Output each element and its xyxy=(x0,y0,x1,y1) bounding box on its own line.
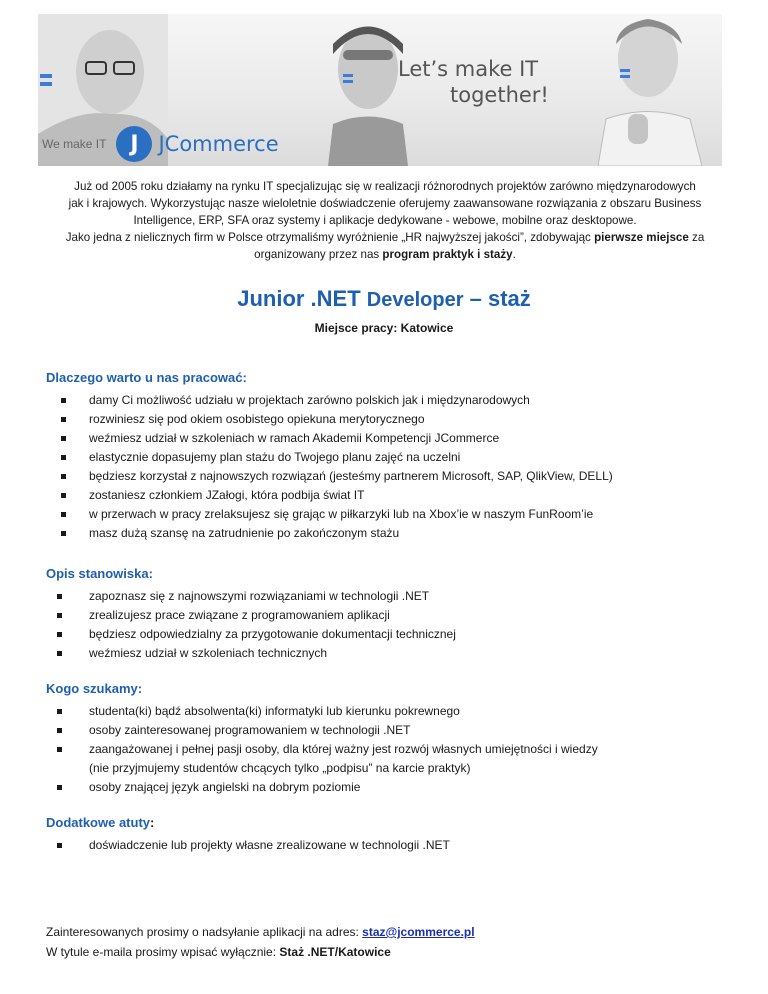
tagline-line2: together! xyxy=(450,83,549,107)
bullet-icon xyxy=(61,474,66,479)
list-item-continuation xyxy=(46,759,726,778)
job-title-part: Junior .NET xyxy=(237,286,367,311)
list-item xyxy=(46,429,726,448)
intro-highlight: pierwsze miejsce xyxy=(594,231,689,244)
list-item xyxy=(46,721,726,740)
bullet-icon xyxy=(57,785,62,790)
list-item-text: damy Ci możliwość udziału w projektach zarówno polskich jak i międzynarodowych xyxy=(89,393,530,407)
bullet-icon xyxy=(61,436,66,441)
job-title-part: Developer xyxy=(366,289,464,311)
bullet-icon xyxy=(57,594,62,599)
list-item-text: doświadczenie lub projekty własne zrealizowane w technologii .NET xyxy=(89,838,450,852)
footer-text: W tytule e-maila prosimy wpisać wyłącznie: xyxy=(46,945,280,959)
section-heading: Dlaczego warto u nas pracować: xyxy=(46,370,247,385)
extra-list xyxy=(46,836,726,855)
bullet-icon xyxy=(57,747,62,752)
bullet-icon xyxy=(61,512,66,517)
logo-slogan: We make IT xyxy=(42,137,107,151)
intro-line xyxy=(40,229,730,246)
work-location: Miejsce pracy: Katowice xyxy=(314,321,454,335)
bullet-icon xyxy=(61,417,66,422)
list-item-text: osoby zainteresowanej programowaniem w technologii .NET xyxy=(89,723,411,737)
intro-line: Intelligence, ERP, SFA oraz systemy i aplikacje dedykowane - webowe, mobilne oraz desktopowe. xyxy=(133,214,637,227)
list-item xyxy=(46,505,726,524)
bullet-icon xyxy=(61,493,66,498)
list-item xyxy=(46,467,726,486)
list-item-text: zapoznasz się z najnowszymi rozwiązaniami w technologii .NET xyxy=(89,589,430,603)
list-item xyxy=(46,486,726,505)
list-item xyxy=(46,448,726,467)
bullet-icon xyxy=(57,651,62,656)
bullet-icon xyxy=(61,455,66,460)
bullet-icon xyxy=(57,728,62,733)
list-item xyxy=(46,740,726,759)
job-title xyxy=(0,286,768,312)
company-logo xyxy=(38,122,279,166)
list-item-text: (nie przyjmujemy studentów chcących tylko „podpisu” na karcie praktyk) xyxy=(89,761,471,775)
list-item xyxy=(46,410,726,429)
bullet-icon xyxy=(57,709,62,714)
why-list xyxy=(46,391,726,543)
list-item xyxy=(46,836,726,855)
header-banner xyxy=(38,14,722,166)
list-item xyxy=(46,778,726,797)
extra-section xyxy=(46,815,726,855)
list-item xyxy=(46,625,726,644)
footer-line xyxy=(46,942,475,962)
list-item xyxy=(46,606,726,625)
list-item xyxy=(46,391,726,410)
list-item xyxy=(46,524,726,543)
intro-line xyxy=(40,246,730,263)
intro-text: Jako jedna z nielicznych firm w Polsce otrzymaliśmy wyróżnienie „HR najwyższej jakości”, zdobywając xyxy=(65,231,595,244)
list-item xyxy=(46,644,726,663)
list-item xyxy=(46,587,726,606)
list-item-text: zaangażowanej i pełnej pasji osoby, dla której ważny jest rozwój własnych umiejętności i wiedzy xyxy=(89,742,598,756)
list-item-text: zrealizujesz prace związane z programowaniem aplikacji xyxy=(89,608,390,622)
list-item-text: elastycznie dopasujemy plan stażu do Twojego planu zajęć na uczelni xyxy=(89,450,461,464)
bullet-icon xyxy=(57,632,62,637)
description-section xyxy=(46,566,726,663)
requirements-list xyxy=(46,702,726,797)
list-item-text: będziesz korzystał z najnowszych rozwiązań (jesteśmy partnerem Microsoft, SAP, QlikView, DELL) xyxy=(89,469,613,483)
application-info xyxy=(46,922,475,962)
bullet-icon xyxy=(57,613,62,618)
email-subject: Staż .NET/Katowice xyxy=(279,945,391,959)
heading-colon: : xyxy=(150,815,155,830)
logo-name: JCommerce xyxy=(158,132,279,156)
intro-line: jak i krajowych. Wykorzystując nasze wieloletnie doświadczenie oferujemy zaawansowane rozwiązania z obszaru Business xyxy=(68,197,702,210)
intro-text: za xyxy=(688,231,705,244)
bullet-icon xyxy=(61,398,66,403)
requirements-section xyxy=(46,681,726,797)
list-item-text: osoby znającej język angielski na dobrym poziomie xyxy=(89,780,361,794)
list-item-text: masz dużą szansę na zatrudnienie po zakończonym stażu xyxy=(89,526,400,540)
why-section xyxy=(46,370,726,543)
list-item-text: będziesz odpowiedzialny za przygotowanie dokumentacji technicznej xyxy=(89,627,456,641)
section-heading: Kogo szukamy: xyxy=(46,681,143,696)
banner-tagline xyxy=(398,56,549,108)
list-item-text: rozwiniesz się pod okiem osobistego opiekuna merytorycznego xyxy=(89,412,425,426)
intro-text: organizowany przez nas xyxy=(254,248,383,261)
bullet-icon xyxy=(57,843,62,848)
list-item xyxy=(46,702,726,721)
description-list xyxy=(46,587,726,663)
list-item-text: studenta(ki) bądź absolwenta(ki) informatyki lub kierunku pokrewnego xyxy=(89,704,460,718)
list-item-text: weźmiesz udział w szkoleniach w ramach Akademii Kompetencji JCommerce xyxy=(89,431,500,445)
bullet-icon xyxy=(61,531,66,536)
email-link[interactable]: staz@jcommerce.pl xyxy=(362,925,475,939)
list-item-text: w przerwach w pracy zrelaksujesz się grając w piłkarzyki lub na Xbox’ie w naszym FunRoom’ie xyxy=(89,507,594,521)
section-heading xyxy=(46,815,726,830)
list-item-text: weźmiesz udział w szkoleniach technicznych xyxy=(89,646,328,660)
intro-highlight: program praktyk i staży xyxy=(382,248,513,261)
section-heading: Opis stanowiska: xyxy=(46,566,153,581)
footer-text: Zainteresowanych prosimy o nadsyłanie aplikacji na adres: xyxy=(46,925,363,939)
footer-line xyxy=(46,922,475,942)
company-intro xyxy=(40,178,730,263)
job-title-part: – staż xyxy=(463,286,531,311)
intro-line: Już od 2005 roku działamy na rynku IT specjalizując się w realizacji różnorodnych projektów zarówno międzynarodowych xyxy=(74,180,696,193)
tagline-line1: Let’s make IT xyxy=(398,57,539,81)
intro-text: . xyxy=(512,248,516,261)
woman-thumbs-up-photo xyxy=(578,14,722,166)
logo-icon: J xyxy=(116,126,152,162)
section-heading-text: Dodatkowe atuty xyxy=(46,815,151,830)
list-item-text: zostaniesz członkiem JZałogi, która podbija świat IT xyxy=(89,488,365,502)
